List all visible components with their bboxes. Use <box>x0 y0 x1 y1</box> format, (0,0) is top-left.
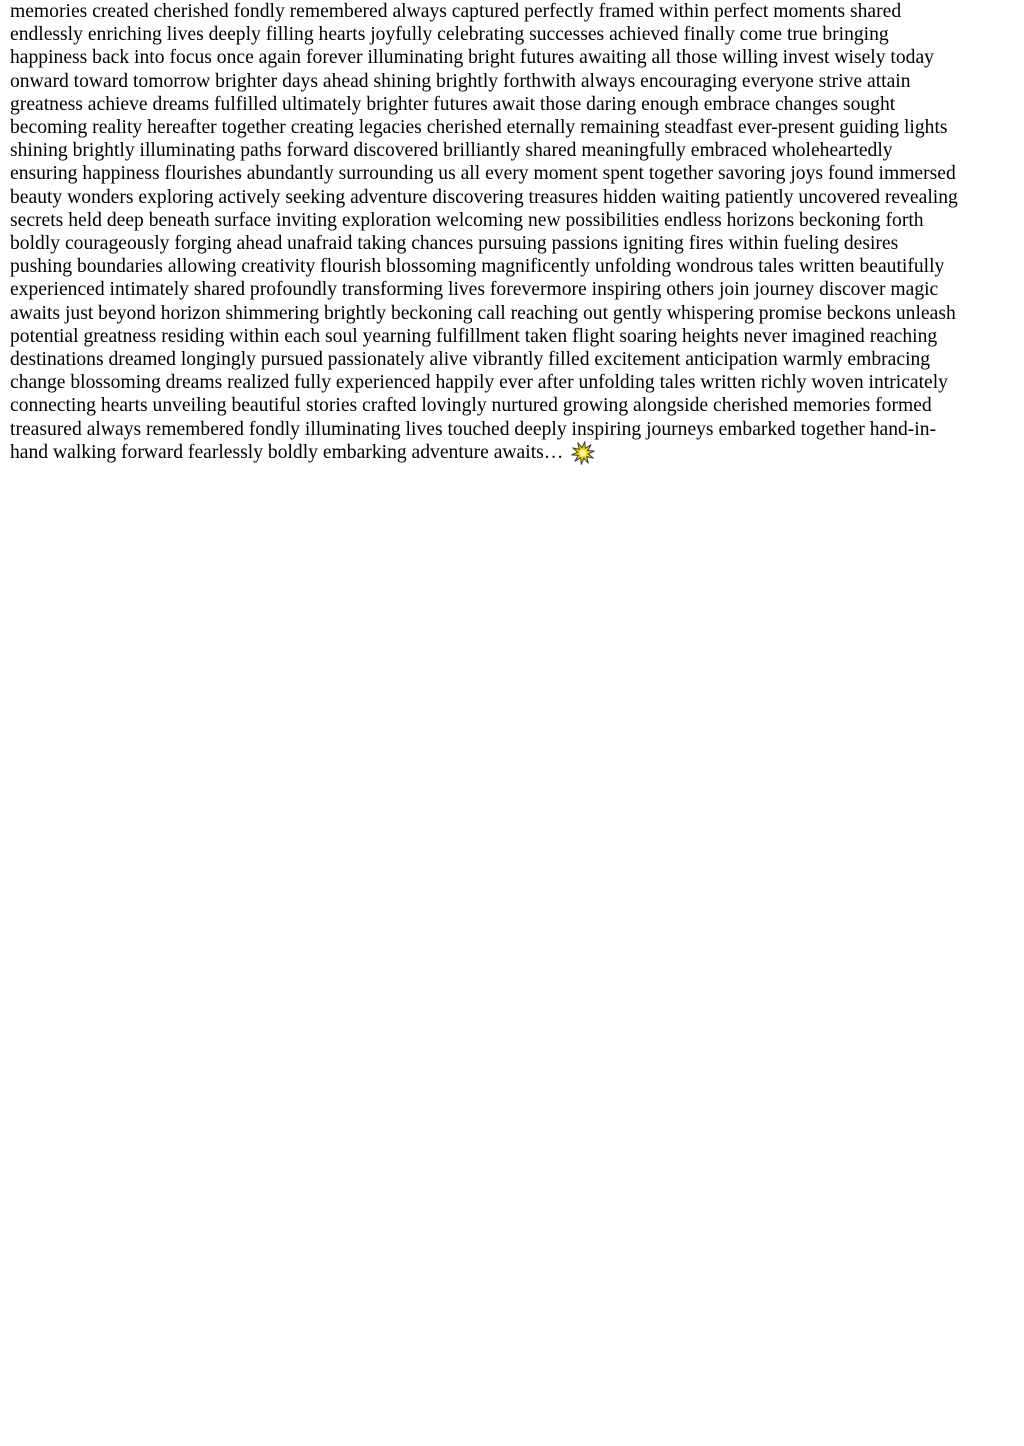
text-line: connecting hearts unveiling beautiful stories crafted lovingly nurtured growing alongside cherished memories formed <box>10 395 932 417</box>
text-line: awaits just beyond horizon shimmering brightly beckoning call reaching out gently whispering promise beckons unleash <box>10 302 956 324</box>
text-line: treasured always remembered fondly illuminating lives touched deeply inspiring journeys embarked together hand-in- <box>10 418 937 440</box>
text-line: shining brightly illuminating paths forward discovered brilliantly shared meaningfully embraced wholeheartedly <box>10 140 893 162</box>
text-line: greatness achieve dreams fulfilled ultimately brighter futures await those daring enough embrace changes sought <box>10 93 896 115</box>
text-line: hand walking forward fearlessly boldly embarking adventure awaits… <box>10 442 564 464</box>
text-line: happiness back into focus once again forever illuminating bright futures awaiting all those willing invest wisely today <box>10 47 934 69</box>
text-line: ensuring happiness flourishes abundantly surrounding us all every moment spent together savoring joys found immersed <box>10 163 956 185</box>
collision-sparkle-icon <box>571 441 595 465</box>
text-line: experienced intimately shared profoundly transforming lives forevermore inspiring others join journey discover magic <box>10 279 939 301</box>
text-line: destinations dreamed longingly pursued passionately alive vibrantly filled excitement anticipation warmly embracing <box>10 349 931 371</box>
text-line: pushing boundaries allowing creativity flourish blossoming magnificently unfolding wondrous tales written beautifully <box>10 256 945 278</box>
paragraph <box>10 0 1014 465</box>
text-line: potential greatness residing within each soul yearning fulfillment taken flight soaring heights never imagined reaching <box>10 325 938 347</box>
text-line: memories created cherished fondly remembered always captured perfectly framed within perfect moments shared <box>10 1 902 22</box>
text-line: secrets held deep beneath surface inviting exploration welcoming new possibilities endless horizons beckoning forth <box>10 209 924 231</box>
text-line: endlessly enriching lives deeply filling hearts joyfully celebrating successes achieved finally come true bringing <box>10 24 889 46</box>
text-line: onward toward tomorrow brighter days ahead shining brightly forthwith always encouraging everyone strive attain <box>10 70 911 92</box>
text-line: boldly courageously forging ahead unafraid taking chances pursuing passions igniting fires within fueling desires <box>10 233 899 255</box>
text-line-last <box>10 441 1014 465</box>
document-body <box>10 0 1014 465</box>
text-line: becoming reality hereafter together creating legacies cherished eternally remaining steadfast ever-present guiding lights <box>10 117 948 139</box>
text-line: beauty wonders exploring actively seeking adventure discovering treasures hidden waiting patiently uncovered revealing <box>10 186 958 208</box>
text-line: change blossoming dreams realized fully experienced happily ever after unfolding tales written richly woven intricately <box>10 372 948 394</box>
